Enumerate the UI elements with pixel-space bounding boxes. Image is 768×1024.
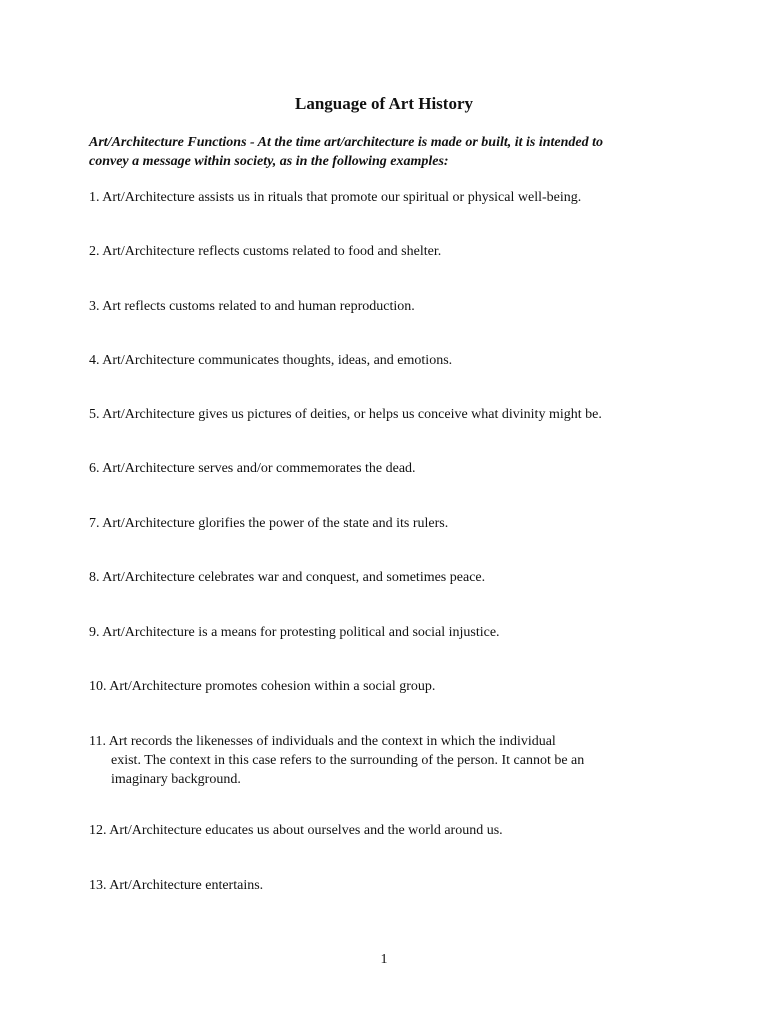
- list-item-10: 10. Art/Architecture promotes cohesion within a social group.: [89, 679, 436, 694]
- list-item-4: 4. Art/Architecture communicates thoughts, ideas, and emotions.: [89, 353, 453, 368]
- document-title: Language of Art History: [294, 94, 474, 113]
- list-item-8: 8. Art/Architecture celebrates war and conquest, and sometimes peace.: [89, 570, 486, 585]
- list-item-11-line-3: imaginary background.: [111, 772, 241, 787]
- list-item-7: 7. Art/Architecture glorifies the power of the state and its rulers.: [89, 516, 449, 531]
- list-item-9: 9. Art/Architecture is a means for protesting political and social injustice.: [89, 625, 500, 640]
- list-item-11-line-2: exist. The context in this case refers to the surrounding of the person. It cannot be an: [111, 753, 585, 768]
- list-item-11-line-1: 11. Art records the likenesses of individuals and the context in which the individual: [89, 734, 556, 749]
- list-item-5: 5. Art/Architecture gives us pictures of deities, or helps us conceive what divinity might be.: [89, 407, 602, 422]
- list-item-6: 6. Art/Architecture serves and/or commemorates the dead.: [89, 461, 416, 476]
- intro-line-1: Art/Architecture Functions - At the time art/architecture is made or built, it is intended to: [89, 135, 604, 150]
- list-item-12: 12. Art/Architecture educates us about ourselves and the world around us.: [89, 823, 503, 838]
- list-item-1: 1. Art/Architecture assists us in rituals that promote our spiritual or physical well-being.: [89, 190, 582, 205]
- list-item-3: 3. Art reflects customs related to and human reproduction.: [89, 299, 415, 314]
- list-item-2: 2. Art/Architecture reflects customs related to food and shelter.: [89, 244, 442, 259]
- intro-line-2: convey a message within society, as in the following examples:: [89, 154, 449, 169]
- intro-paragraph: [89, 133, 669, 171]
- page-number: 1: [380, 952, 388, 967]
- list-item-13: 13. Art/Architecture entertains.: [89, 878, 264, 893]
- list-item-11: [89, 732, 689, 789]
